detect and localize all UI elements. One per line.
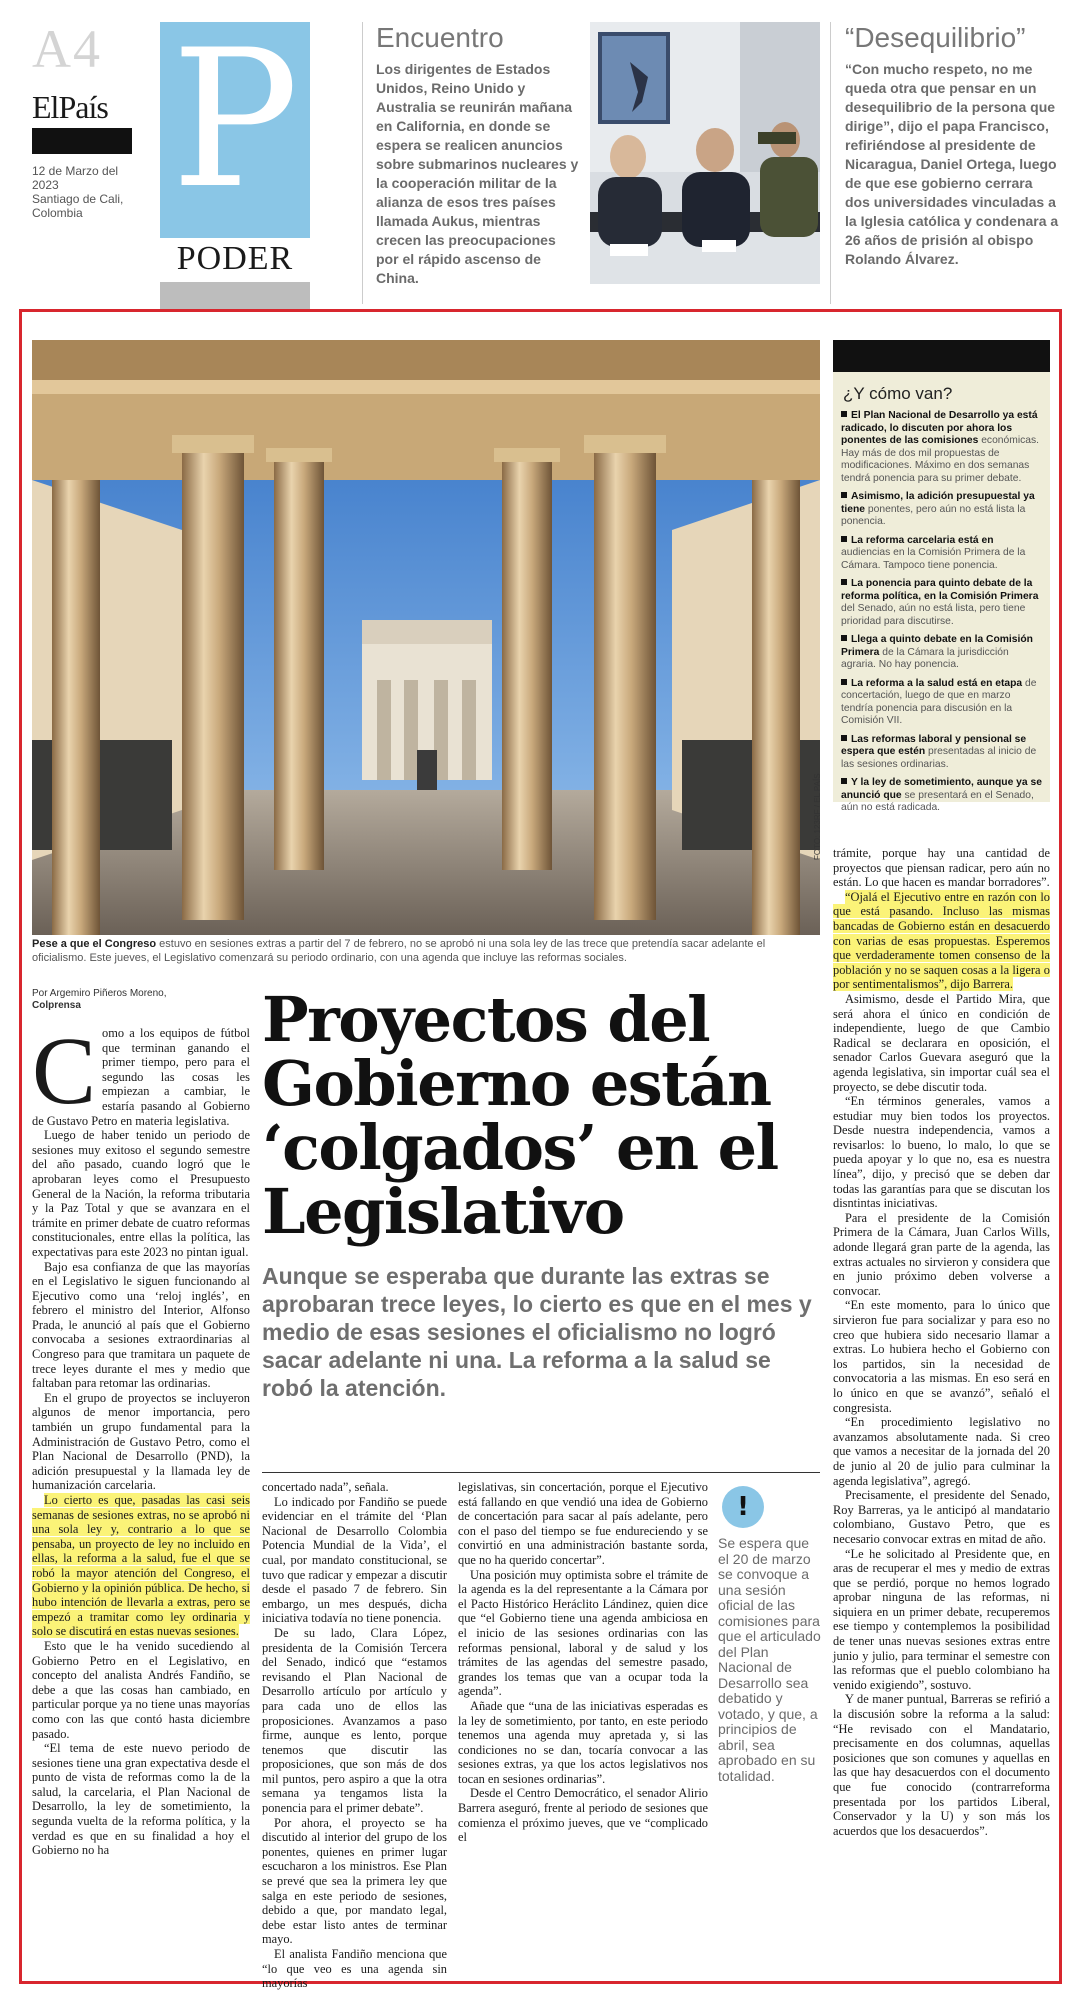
sidebar-item: Llega a quinto debate en la Comisión Primera de la Cámara la jurisdicción agraria. No hay ponencia. bbox=[841, 634, 1033, 670]
teaser-desequilibrio[interactable] bbox=[845, 22, 1060, 269]
congress-photo bbox=[32, 340, 820, 935]
deck-divider bbox=[262, 1472, 820, 1473]
highlighted-paragraph: “Ojalá el Ejecutivo entre en razón con lo que está pasando. Incluso las mismas bancadas de Gobierno están en desacuerdo con varias de esas propuestas. Esperemos que verdaderamente tomen consenso de la población y no se saquen cosas a la ligera o por sentimentalismos”, dijo Barrera. bbox=[833, 889, 1050, 992]
bullet-square-icon bbox=[841, 411, 847, 417]
dateline bbox=[32, 164, 142, 220]
bullet-square-icon bbox=[841, 778, 847, 784]
paragraph: El analista Fandiño menciona que “lo que veo es una agenda sin mayorías bbox=[262, 1947, 447, 1991]
brand-bar bbox=[32, 128, 132, 154]
article-column-1 bbox=[32, 1017, 250, 1858]
newspaper-logo: ElPaís bbox=[32, 89, 108, 125]
pull-quote bbox=[718, 1486, 823, 1784]
sidebar-item: La ponencia para quinto debate de la reforma política, en la Comisión Primera del Senado, aún no está lista, pero tiene prioridad para discutirse. bbox=[841, 578, 1039, 627]
paragraph: Como a los equipos de fútbol que terminan ganando el primer tiempo, pero para el segundo las cosas les empiezan a cambiar, le estaría pasando al Gobierno de Gustavo Petro en materia legislativa. bbox=[32, 1017, 250, 1128]
paragraph: De su lado, Clara López, presidenta de la Comisión Tercera del Senado, indicó que “estamos revisando el Plan Nacional de Desarrollo artículo por artículo y para cada uno de ellos las proposiciones. Avanzamos a paso firme, aunque es lento, porque tenemos que discutir las proposiciones, que son más de dos mil puntos, pero aspiro a que la otra semana ya tengamos lista la ponencia para el primer debate”. bbox=[262, 1625, 447, 1816]
article-column-2 bbox=[262, 1480, 447, 1991]
sidebar-list bbox=[833, 410, 1050, 815]
date: 12 de Marzo del 2023 bbox=[32, 164, 119, 192]
bullet-square-icon bbox=[841, 579, 847, 585]
teaser-body: “Con mucho respeto, no me queda otra que pensar en un desequilibrio de la persona que dirige”, dijo el papa Francisco, refiriéndose al presidente de Nicaragua, Daniel Ortega, luego de que ese gobierno cerrara dos universidades vinculadas a la Iglesia católica y condenara a 26 años de prisión al obispo Rolando Álvarez. bbox=[845, 61, 1059, 267]
sidebar-item: Asimismo, la adición presupuestal ya tiene ponentes, pero aún no está lista la ponencia. bbox=[841, 491, 1035, 527]
bullet-square-icon bbox=[841, 492, 847, 498]
paragraph: “En este momento, para lo único que sirvieron fue para socializar y para eso no creo que hubiera sido necesario llamar a extras. Lo hubiera hecho el Gobierno con los partidos, sin la necesidad de convocatoria a las mismas. En eso será en lo único en que se avanzó”, señaló el congresista. bbox=[833, 1298, 1050, 1415]
photo-credit: FOTO: 123RF / EL PAÍS bbox=[813, 773, 822, 860]
bullet-square-icon bbox=[841, 735, 847, 741]
column-divider bbox=[830, 22, 831, 304]
sidebar-item: El Plan Nacional de Desarrollo ya está radicado, lo discuten por ahora los ponentes de las comisiones económicas. Hay más de dos mil propuestas de modificaciones. Máximo en dos semanas tendrá ponencia para su primer debate. bbox=[841, 410, 1040, 484]
bullet-square-icon bbox=[841, 536, 847, 542]
section-badge bbox=[160, 9, 310, 238]
byline bbox=[32, 988, 167, 1012]
highlighted-paragraph: Lo cierto es que, pasadas las casi seis semanas de sesiones extras, no se aprobó ni una sola ley y, contrario a lo que se pensaba, un proyecto de ley no incluido en ellas, la reforma a la salud, fue el que se robó la mayor atención del Congreso, el Gobierno y la opinión pública. De hecho, si hubo intención de llevarla a extras, pero se empezó a tramitar como ley ordinaria y solo se discutirá en estas nuevas sesiones. bbox=[32, 1493, 250, 1639]
paragraph: Para el presidente de la Comisión Primera de la Cámara, Juan Carlos Wills, adonde llegará gran parte de la agenda, las extras actuales no sirvieron y considera que en junio próximo deben volverse a convocar. bbox=[833, 1210, 1050, 1298]
paragraph: Una posición muy optimista sobre el trámite de la agenda es la del representante a la Cámara por el Pacto Histórico Heráclito Lándinez, quien dice que “el Gobierno tiene una agenda ambiciosa en el inicio de las sesiones ordinarias con las reformas pensional, laboral y de salud y los trámites de las agendas del semestre pasado, grandes los temas que van a ocupar toda la agenda”. bbox=[458, 1567, 708, 1699]
article-deck: Aunque se esperaba que durante las extras se aprobaran trece leyes, lo cierto es que en el mes y medio de esas sesiones el oficialismo no logró sacar adelante ni una. La reforma a la salud se robó la atención. bbox=[262, 1263, 812, 1401]
agency: Colprensa bbox=[32, 1000, 81, 1011]
sidebar-item: La reforma a la salud está en etapa de concertación, luego de que en marzo tendría ponencia para discusión en la Comisión VII. bbox=[841, 677, 1037, 726]
page-number: A4 bbox=[32, 19, 102, 79]
paragraph: “En términos generales, vamos a estudiar muy bien todos los proyectos. Desde nuestra independencia, vamos a revisarlos: lo bueno, lo malo, lo que se pueda apoyar y lo que no, esa es nuestra línea”, dijo, y precisó que se deben dar todas las garantías para que se discutan los disntintas iniciativas. bbox=[833, 1094, 1050, 1211]
teaser-encuentro[interactable] bbox=[376, 22, 581, 288]
bullet-square-icon bbox=[841, 635, 847, 641]
paragraph: Añade que “una de las iniciativas esperadas es la ley de sometimiento, por tanto, en este periodo tenemos una agenda muy apretada y, si las condiciones no se dan, tocaría convocar a las sesiones extras, ya que los actos legislativos nos tocan en sesiones ordinarias”. bbox=[458, 1698, 708, 1786]
page-identity bbox=[32, 19, 142, 220]
paragraph: trámite, porque hay una cantidad de proyectos que piensan radicar, pero aún no están. Lo que hacen es mandar borradores”. bbox=[833, 846, 1050, 890]
paragraph: Asimismo, desde el Partido Mira, que será ahora el único en condición de independiente, luego de que Cambio Radical se declarara en oposición, el senador Carlos Guevara aseguró que la agenda legislativa, sin importar cuál sea el proyecto, se debe discutir toda. bbox=[833, 991, 1050, 1094]
article-column-5 bbox=[833, 846, 1050, 1838]
paragraph: Por ahora, el proyecto se ha discutido al interior del grupo de los ponentes, quienes en primer lugar escucharon a los ministros. Ese Plan se prevé que sea la primera ley que salga en este periodo de sesiones, debido a que, por mandato legal, debe estar listo antes de terminar mayo. bbox=[262, 1815, 447, 1947]
article-column-3 bbox=[458, 1480, 708, 1845]
paragraph: “En procedimiento legislativo no avanzamos absolutamente nada. Si creo que vamos a necesitar de la jornada del 20 de junio al 20 de julio para culminar la agenda legislativa”, agregó. bbox=[833, 1415, 1050, 1488]
meeting-photo bbox=[590, 22, 820, 284]
caption-lead: Pese a que el Congreso bbox=[32, 938, 157, 950]
bullet-square-icon bbox=[841, 679, 847, 685]
paragraph: En el grupo de proyectos se incluyeron algunos de menor importancia, pero también un grupo fundamental para la Administración de Gustavo Petro, como el Plan Nacional de Desarrollo (PND), la adición presupuestal y la llamada ley de humanización carcelaria. bbox=[32, 1390, 250, 1493]
paragraph: Bajo esa confianza de que las mayorías en el Legislativo le siguen funcionando al Ejecutivo como una ‘reloj inglés’, en febrero el ministro del Interior, Alfonso Prada, le anunció al país que el Gobierno convocaba a sesiones extraordinarias al Congreso para que tramitara un paquete de trece leyes durante el mes y medio que faltaban para retomar las ordinarias. bbox=[32, 1259, 250, 1391]
teaser-headline: Encuentro bbox=[376, 22, 504, 53]
photo-caption bbox=[32, 937, 822, 965]
paragraph: concertado nada”, señala. bbox=[262, 1480, 389, 1494]
sidebar-item: Las reformas laboral y pensional se espera que estén presentadas al inicio de las sesiones ordinarias. bbox=[841, 733, 1037, 770]
paragraph: “Le he solicitado al Presidente que, en aras de recuperar el mes y medio de extras que se perdió, porque no hemos logrado aprobar ninguna de las reformas, ni siquiera en un primer debate, recuperemos ese tiempo y contemplemos la posibilidad de tener unas nuevas sesiones extras entre junio y julio, para terminar el semestre con las reformas que el pueblo colombiano ha venido exigiendo”, sostuvo. bbox=[833, 1546, 1050, 1692]
teaser-body: Los dirigentes de Estados Unidos, Reino Unido y Australia se reunirán mañana en California, en donde se espera se realicen anuncios sobre submarinos nucleares y la cooperación militar de la alianza de esos tres países llamada Aukus, mientras crecen las preocupaciones por el rápido ascenso de China. bbox=[376, 61, 579, 286]
sidebar-bar bbox=[833, 340, 1050, 372]
section-name: PODER bbox=[176, 240, 294, 277]
article-headline: Proyectos del Gobierno están ‘colgados’ en el Legislativo bbox=[262, 983, 778, 1248]
sidebar-title: ¿Y cómo van? bbox=[843, 384, 953, 403]
teaser-headline: “Desequilibrio” bbox=[845, 22, 1026, 53]
pull-quote-text: Se espera que el 20 de marzo se convoque a una sesión oficial de las comisiones para que el articulado del Plan Nacional de Desarrollo sea debatido y votado, y que, a principios de abril, sea aprobado en su totalidad. bbox=[718, 1535, 821, 1784]
sidebar-item: La reforma carcelaria está en audiencias en la Comisión Primera de la Cámara. Tampoco tiene ponencia. bbox=[841, 534, 1026, 571]
column-divider bbox=[362, 22, 363, 304]
author: Por Argemiro Piñeros Moreno, bbox=[32, 988, 167, 999]
paragraph: Esto que le ha venido sucediendo al Gobierno Petro en el Legislativo, en concepto del analista Andrés Fandiño, se debe a que las cosas han cambiado, en particular porque ya no tiene unas mayorías como con las que contó hasta diciembre pasado. bbox=[32, 1638, 250, 1741]
paragraph: Y de maner puntual, Barreras se refirió a la discusión sobre la reforma a la salud: “He revisado con el Mandatario, precisamente en dos columnas, aquellas posiciones que son comunes y aquellas en las que hay desacuerdos con el documento que fue conocido (contrarreforma presentada por los partidos Liberal, Conservador y la U) y son más los acuerdos que los desacuerdos”. bbox=[833, 1692, 1050, 1838]
paragraph: Precisamente, el presidente del Senado, Roy Barreras, ya le anticipó al mandatario colombiano, Gustavo Petro, que es necesario convocar extras en mitad de año. bbox=[833, 1488, 1050, 1546]
sidebar-item: Y la ley de sometimiento, aunque ya se anunció que se presentará en el Senado, aún no está radicada. bbox=[841, 777, 1042, 813]
status-sidebar bbox=[833, 340, 1050, 813]
location: Santiago de Cali, Colombia bbox=[32, 192, 124, 220]
drop-cap: C bbox=[32, 1017, 97, 1124]
paragraph: Luego de haber tenido un periodo de sesiones muy exitoso el segundo semestre del año pasado, cuando logró que le aprobaran leyes como el Presupuesto General de la Nación, la reforma tributaria y la Paz Total y que se avanzara en el trámite en primer debate de cuatro reformas constitucionales, entre ellas la política, las expectativas para este 2023 no pintan igual. bbox=[32, 1128, 250, 1259]
caption-text: estuvo en sesiones extras a partir del 7 de febrero, no se aprobó ni una sola ley de las trece que pretendía sacar adelante el oficialismo. Este jueves, el Legislativo comenzará su periodo ordinario, con una agenda que incluye las reformas sociales. bbox=[32, 938, 766, 964]
exclamation-icon: ! bbox=[722, 1486, 764, 1528]
paragraph: Lo indicado por Fandiño se puede evidenciar en el trámite del ‘Plan Nacional de Desarrollo Colombia Potencia Mundial de la Vida’, el cual, por mandato constitucional, se tuvo que radicar y empezar a discutir desde el pasado 7 de febrero. Sin embargo, un mes después, dicha iniciativa todavía no tiene ponencia. bbox=[262, 1494, 447, 1626]
paragraph: “El tema de este nuevo periodo de sesiones tiene una gran expectativa desde el punto de vista de reformas como la de la salud, la carcelaria, el Plan Nacional de Desarrollo, la ley de sometimiento, la segunda vuelta de la reforma política, y la verdad es que en su finalidad a hoy el Gobierno no ha bbox=[32, 1741, 250, 1858]
section-bar bbox=[160, 282, 310, 310]
paragraph: legislativas, sin concertación, porque el Ejecutivo está fallando en que vendió una idea de Gobierno de concertación para sacar al país adelante, pero con el paso del tiempo se fue endureciendo y se convirtió en una administración bastante sorda, que no ha querido concertar”. bbox=[458, 1480, 708, 1567]
paragraph: Desde el Centro Democrático, el senador Alirio Barrera aseguró, frente al periodo de sesiones que comienza el próximo jueves, que ve “complicado el bbox=[458, 1786, 708, 1845]
section-letter: P bbox=[171, 9, 299, 230]
